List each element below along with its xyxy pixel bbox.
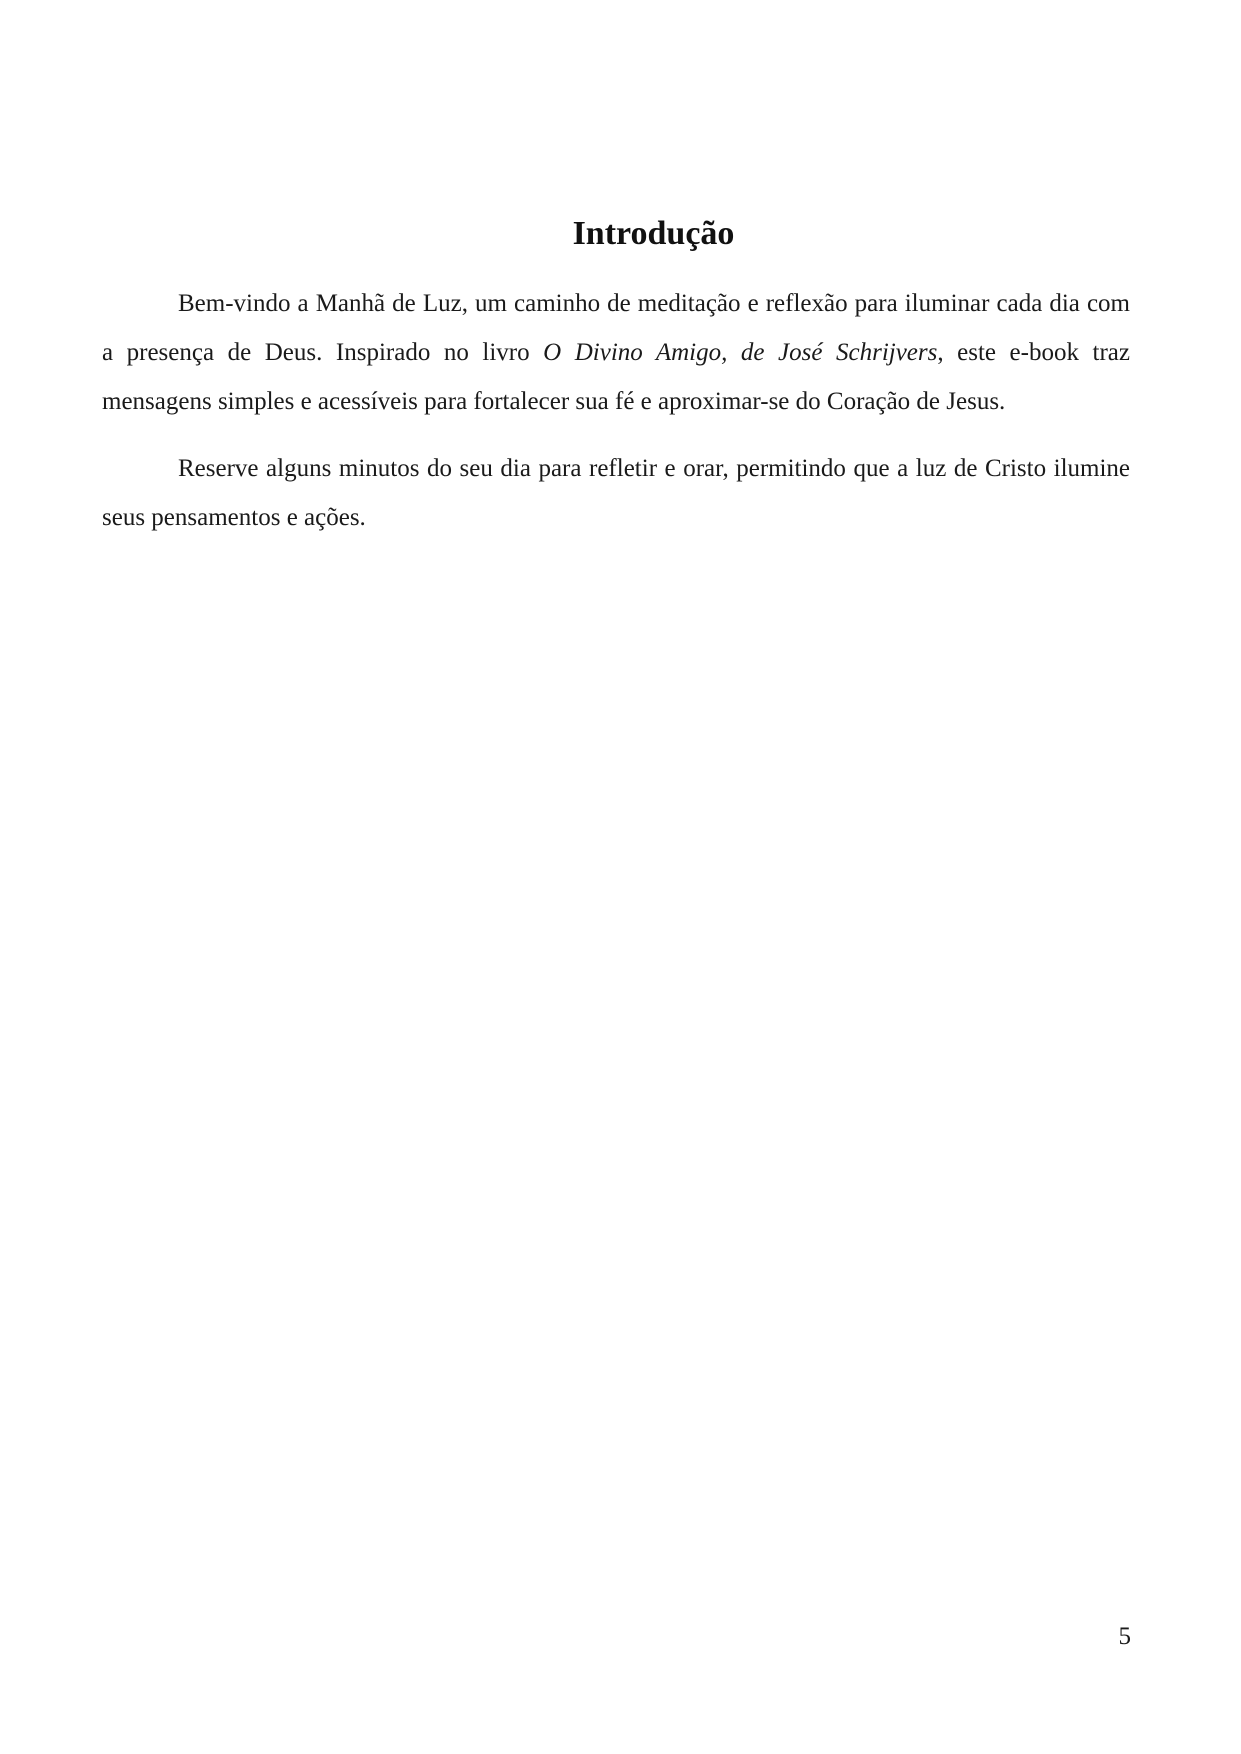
body-text (102, 279, 1130, 542)
page-title: Introdução (572, 215, 735, 252)
book-title-italic: O Divino Amigo, de José Schrijvers (543, 339, 938, 366)
paragraph-intro (102, 279, 1130, 426)
paragraph-intro-start: Bem-vindo a Manhã de Luz, um caminho de meditação e reflexão para iluminar cada dia com a presença de Deus. Inspirado no livro (102, 290, 1130, 366)
paragraph-reserve: Reserve alguns minutos do seu dia para refletir e orar, permitindo que a luz de Cristo ilumine seus pensamentos e ações. (102, 455, 1130, 531)
page-number: 5 (1118, 1623, 1131, 1650)
paragraph-intro-end: , este e-book traz mensagens simples e acessíveis para fortalecer sua fé e aproximar-se do Coração de Jesus. (102, 339, 1130, 415)
